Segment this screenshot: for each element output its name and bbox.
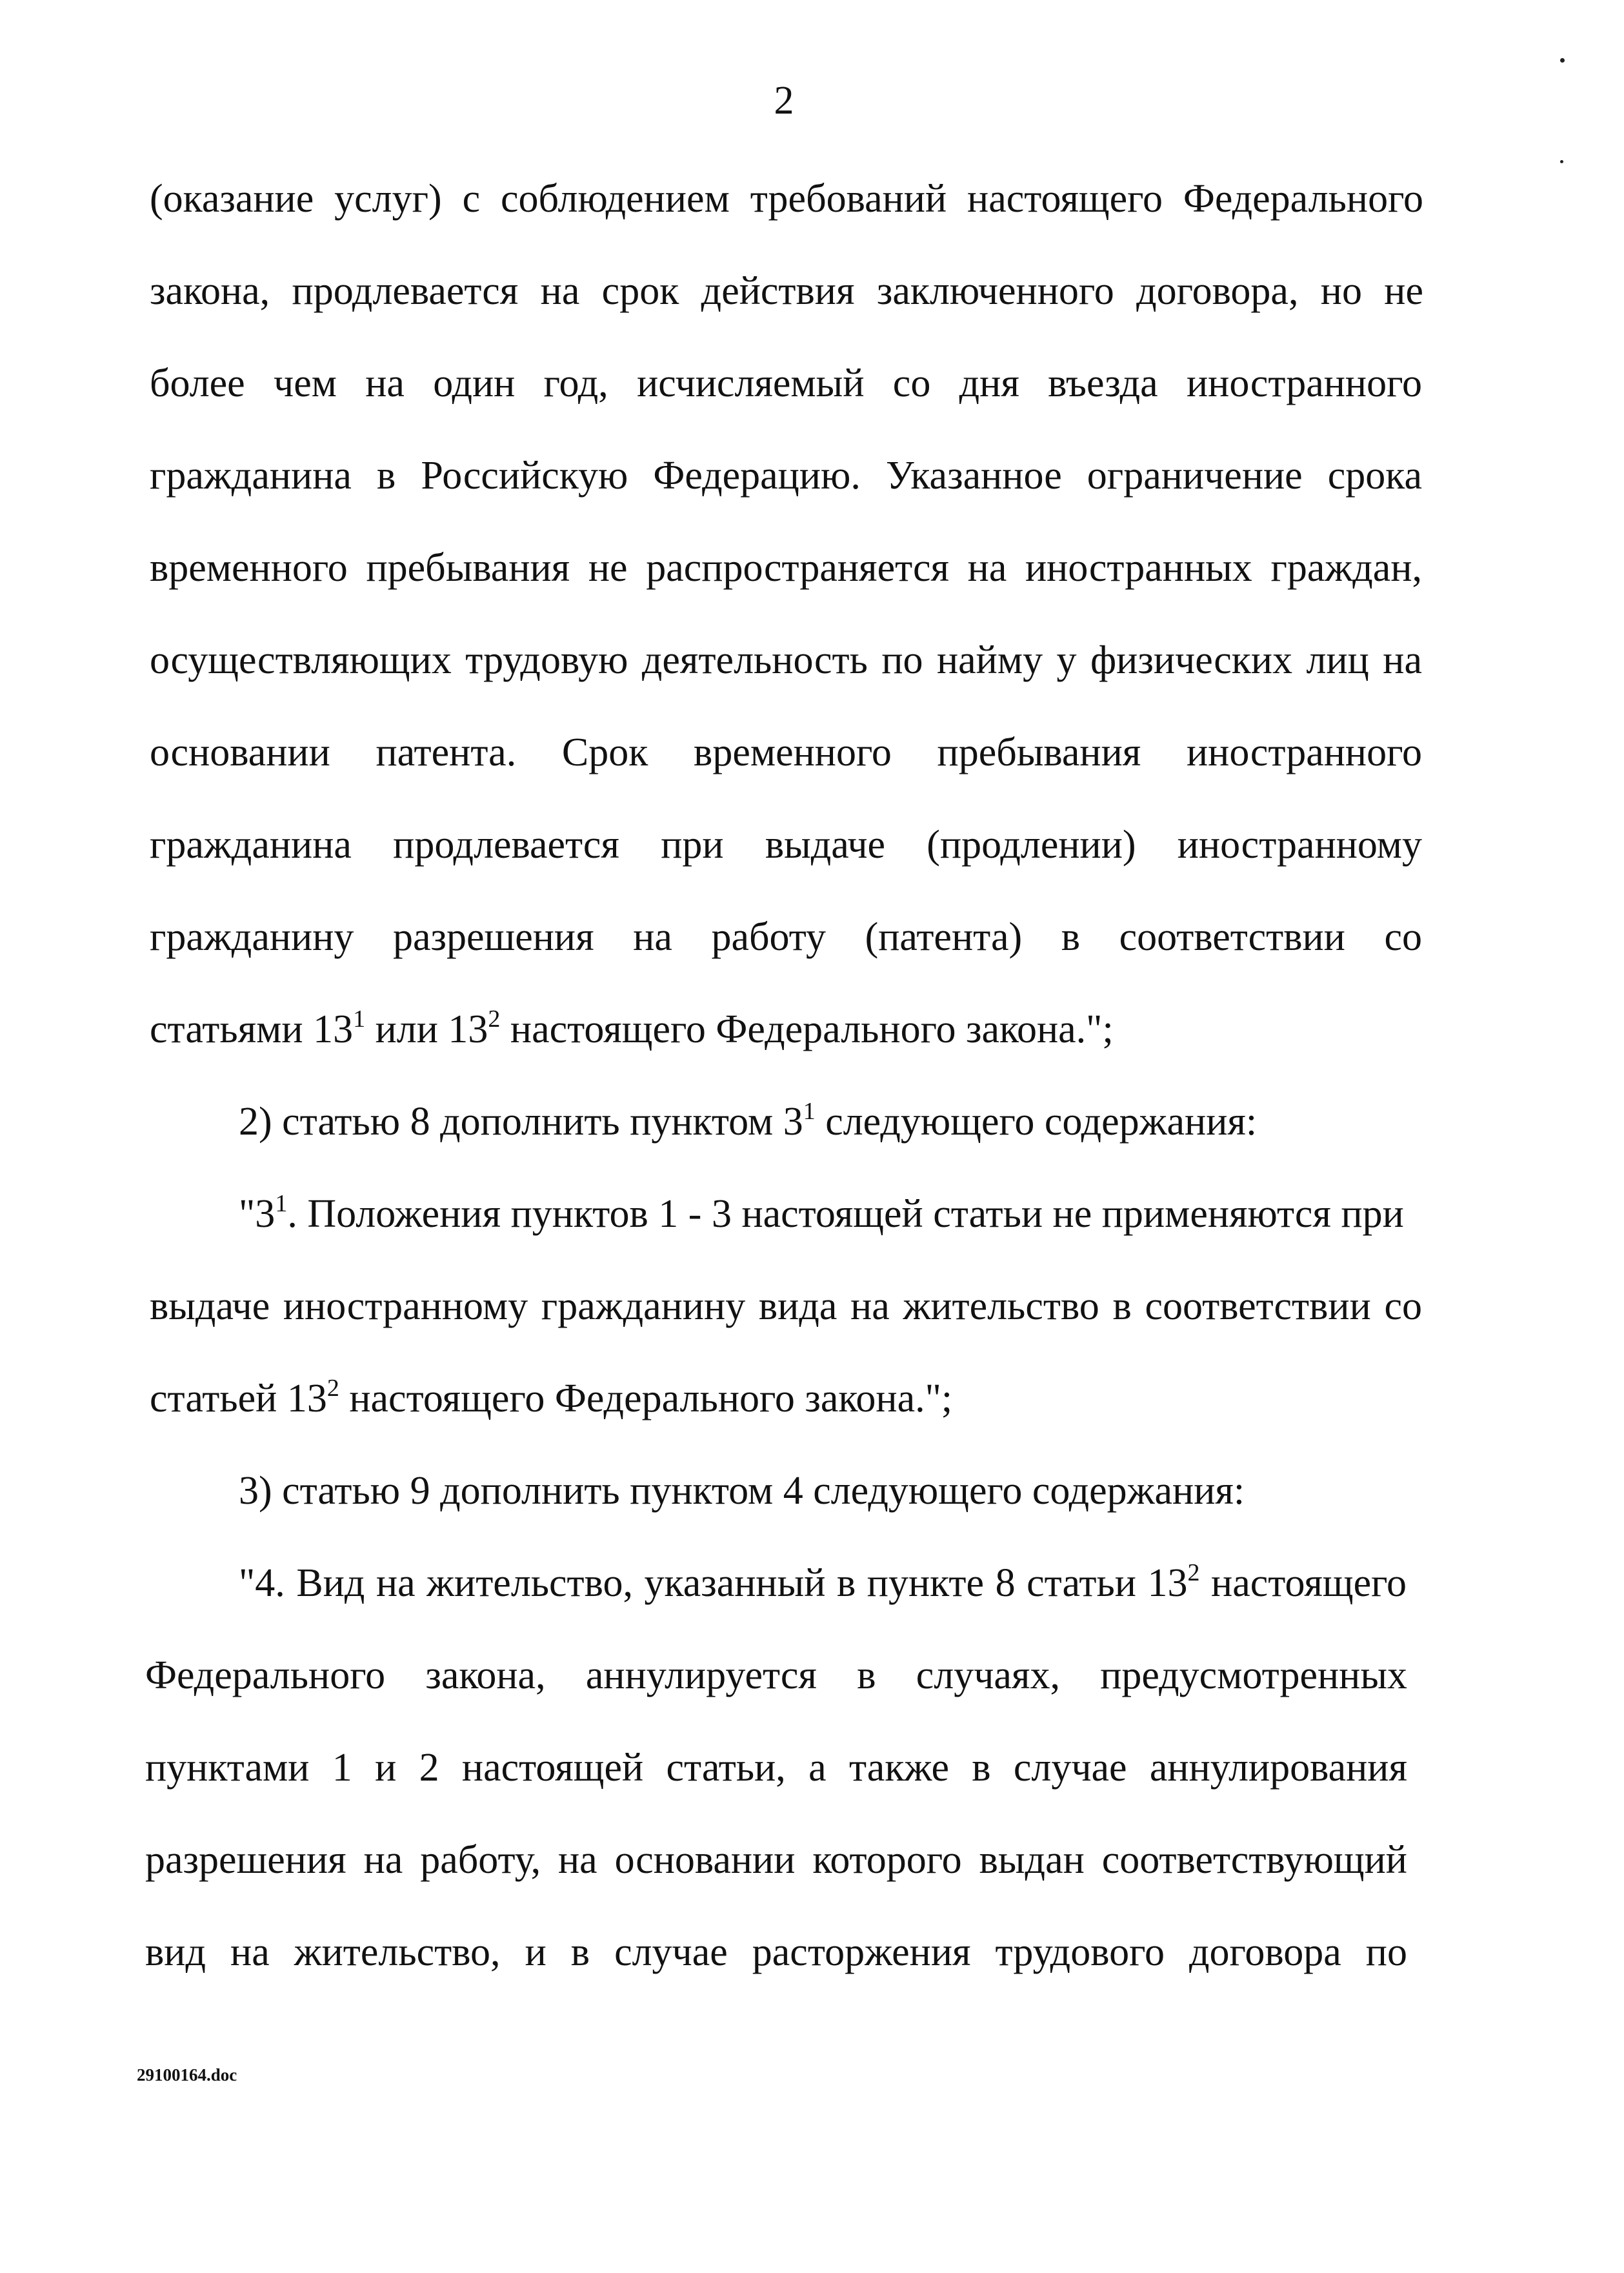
superscript: 1 bbox=[353, 1005, 366, 1033]
scan-speck bbox=[1560, 58, 1565, 63]
superscript: 2 bbox=[1187, 1559, 1200, 1586]
text-line: статьями $13^1$ или $13^2$ настоящего Федерального закона."; bbox=[150, 1005, 1114, 1051]
page-number: 2 bbox=[774, 79, 794, 123]
text-line: Федерального закона, аннулируется в случаях, предусмотренных bbox=[145, 1653, 1407, 1697]
superscript: 2 bbox=[488, 1005, 501, 1033]
text-line: гражданину разрешения на работу (патента) в соответствии со bbox=[150, 915, 1422, 959]
text-line: гражданина продлевается при выдаче (продлении) иностранному bbox=[150, 823, 1422, 867]
superscript: 2 bbox=[326, 1375, 339, 1402]
text-line: вид на жительство, и в случае расторжения трудового договора по bbox=[145, 1930, 1407, 1974]
superscript: 1 bbox=[275, 1190, 288, 1217]
text-line: разрешения на работу, на основании которого выдан соответствующий bbox=[145, 1838, 1407, 1882]
text-line: 3) статью 9 дополнить пунктом 4 следующего содержания: bbox=[239, 1469, 1245, 1513]
footer-filename: 29100164.doc bbox=[137, 2065, 237, 2085]
text-line: временного пребывания не распространяется на иностранных граждан, bbox=[150, 546, 1422, 590]
text-line: пунктами 1 и 2 настоящей статьи, а также в случае аннулирования bbox=[145, 1746, 1407, 1790]
text-line: осуществляющих трудовую деятельность по найму у физических лиц на bbox=[150, 638, 1422, 682]
text-line: (оказание услуг) с соблюдением требований настоящего Федерального bbox=[150, 177, 1423, 221]
scan-speck bbox=[1560, 160, 1563, 163]
text-line: закона, продлевается на срок действия заключенного договора, но не bbox=[150, 269, 1423, 313]
text-line: гражданина в Российскую Федерацию. Указанное ограничение срока bbox=[150, 454, 1422, 498]
superscript: 1 bbox=[803, 1098, 816, 1125]
text-line: статьей $13^2$ настоящего Федерального закона."; bbox=[150, 1375, 953, 1420]
text-line: более чем на один год, исчисляемый со дня въезда иностранного bbox=[150, 361, 1422, 405]
text-line: "4. Вид на жительство, указанный в пункте 8 статьи $13^2$ настоящего bbox=[239, 1559, 1407, 1605]
text-line: "$3^1$. Положения пунктов 1 - 3 настоящей статьи не применяются при bbox=[239, 1190, 1404, 1236]
text-line: основании патента. Срок временного пребывания иностранного bbox=[150, 731, 1422, 774]
text-line: 2) статью 8 дополнить пунктом $3^1$ следующего содержания: bbox=[239, 1098, 1258, 1144]
text-line: выдаче иностранному гражданину вида на жительство в соответствии со bbox=[150, 1284, 1422, 1328]
